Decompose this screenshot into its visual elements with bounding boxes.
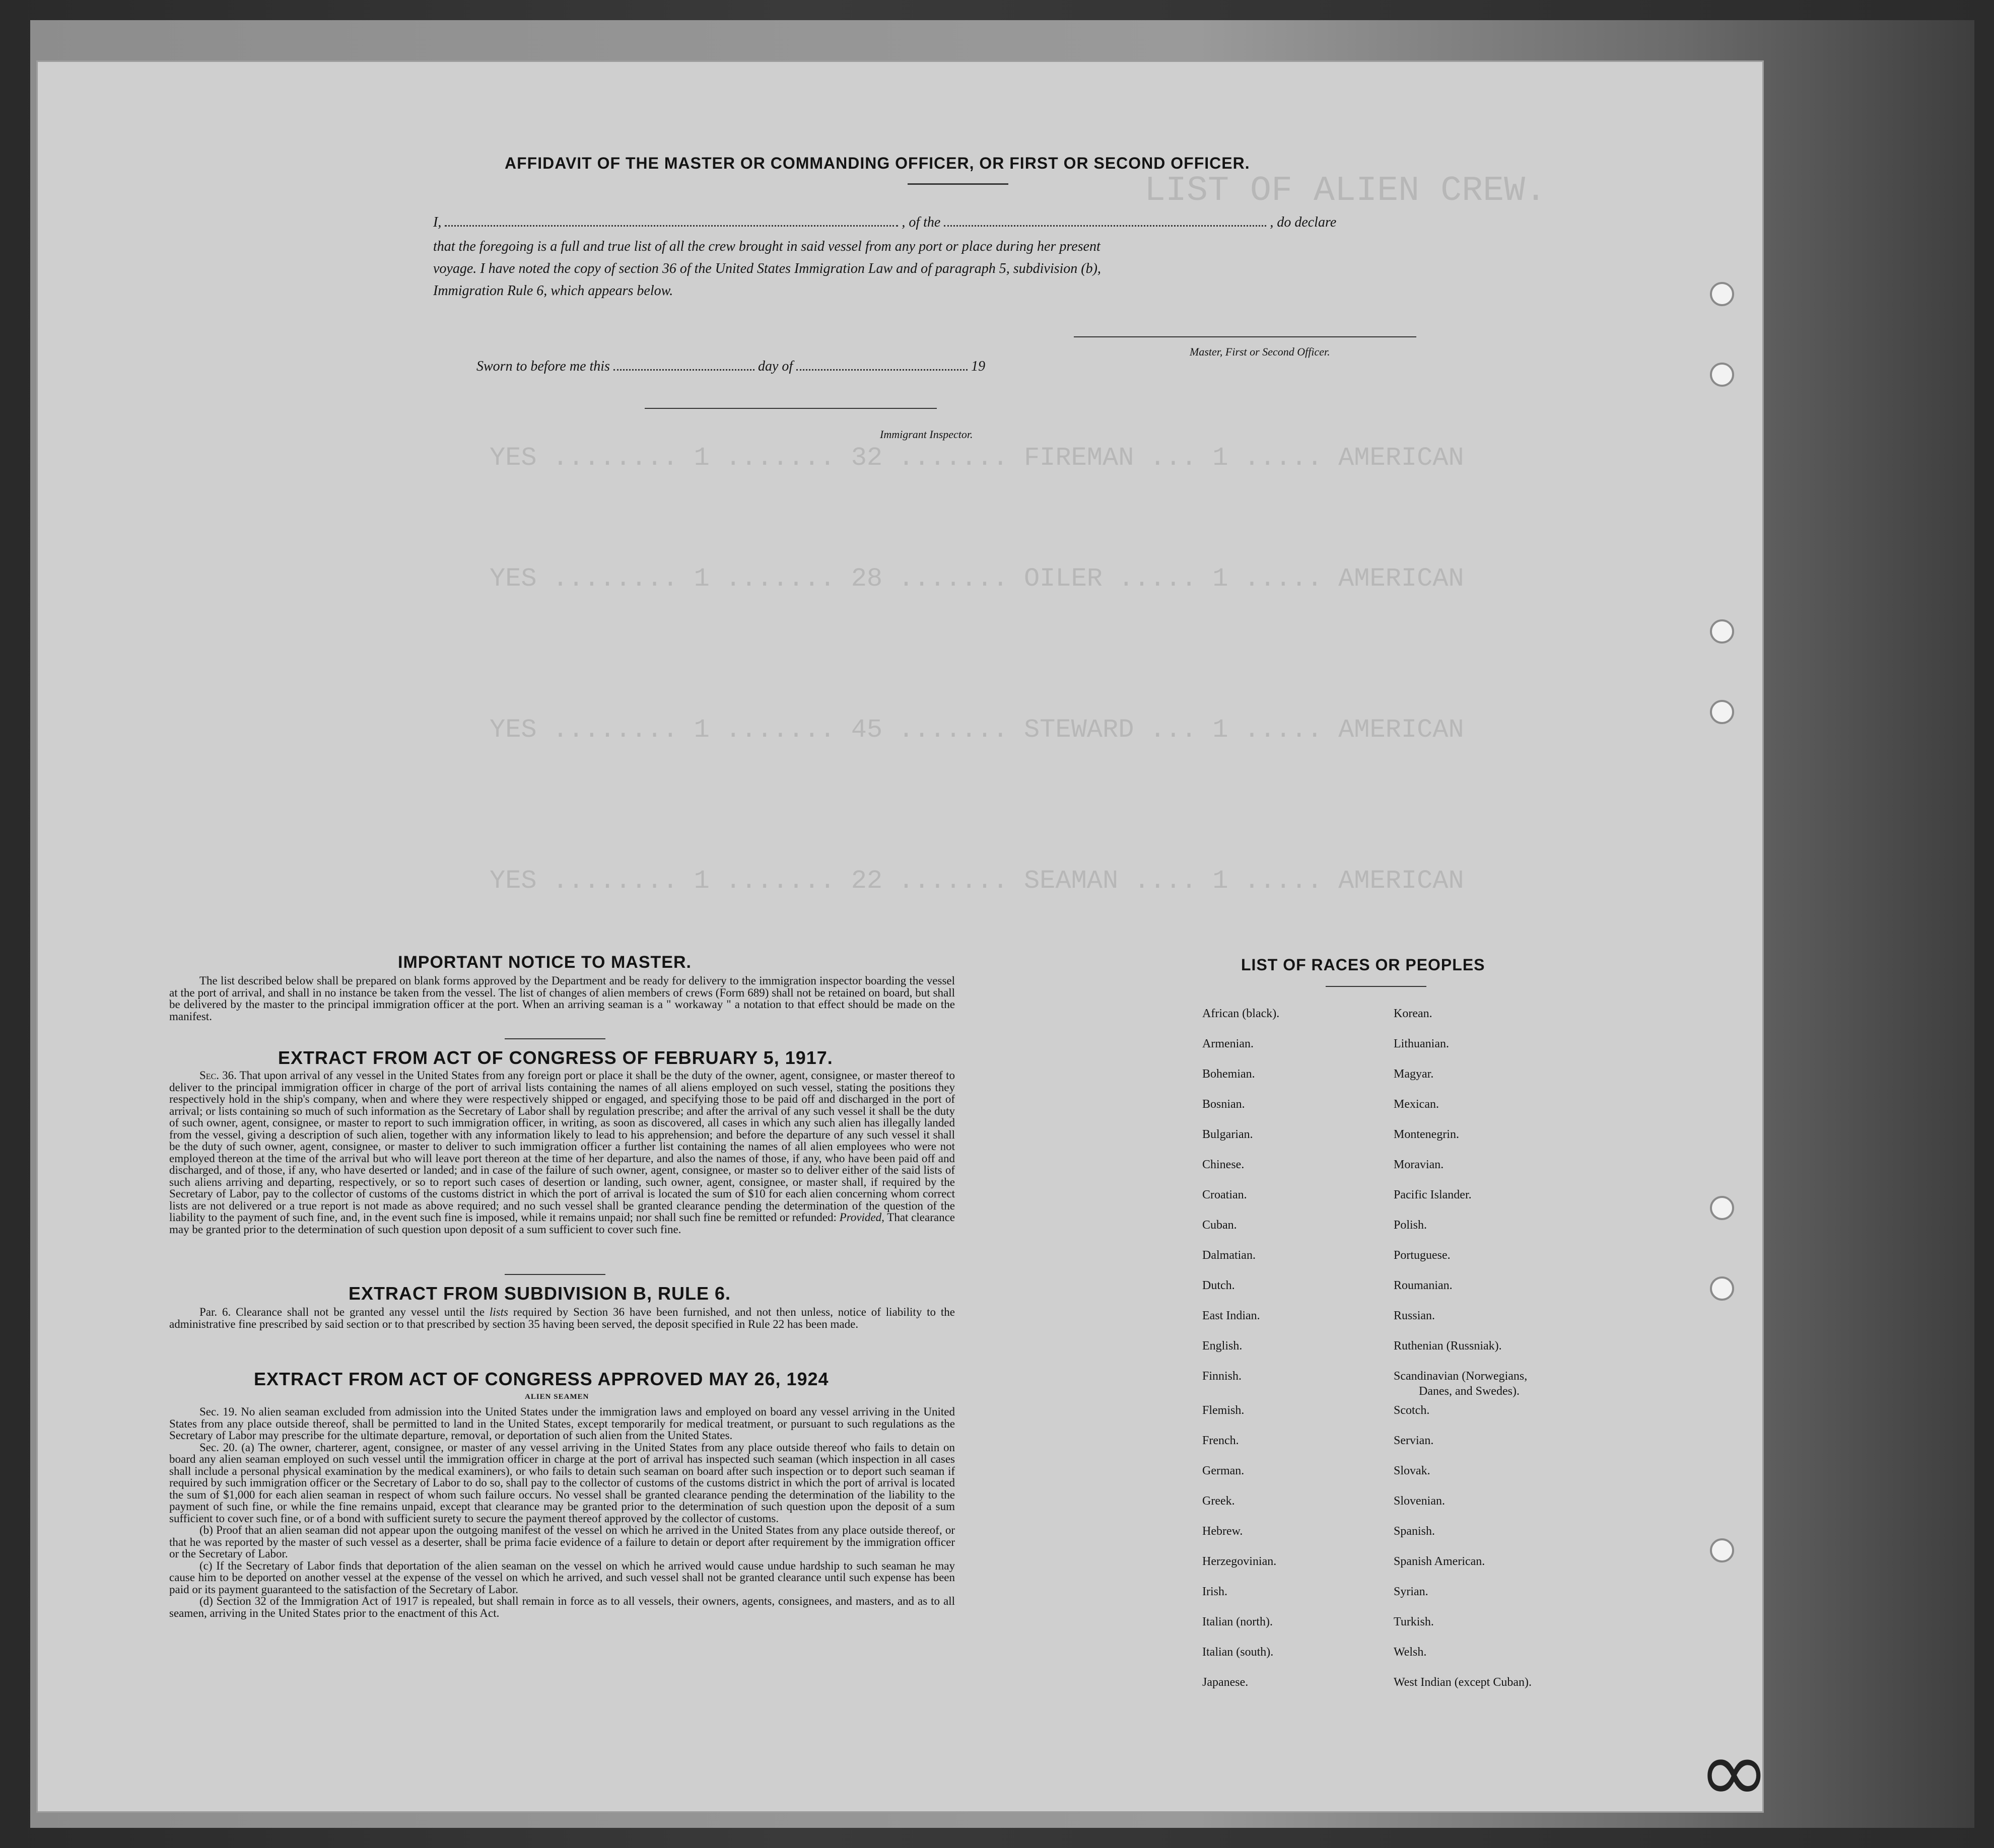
document-page: [36, 60, 1770, 1822]
punch-hole: [1710, 1276, 1734, 1301]
race-item: Scandinavian (Norwegians,: [1394, 1370, 1528, 1383]
race-item: Hebrew.: [1202, 1525, 1243, 1538]
race-item: Irish.: [1202, 1585, 1227, 1598]
race-item: Syrian.: [1394, 1585, 1428, 1598]
extract-1924-title: EXTRACT FROM ACT OF CONGRESS APPROVED MAY 26, 1924: [254, 1369, 829, 1389]
race-item: Bohemian.: [1202, 1068, 1255, 1081]
race-item: Greek.: [1202, 1495, 1235, 1508]
race-item: Flemish.: [1202, 1404, 1245, 1417]
bleed-through-text: YES ........ 1 ....... 32 ....... FIREMAN ... 1 ..... AMERICAN: [490, 443, 1464, 473]
bleed-through-text: YES ........ 1 ....... 45 ....... STEWARD ... 1 ..... AMERICAN: [490, 715, 1464, 745]
extract-rule6-title: EXTRACT FROM SUBDIVISION B, RULE 6.: [349, 1283, 731, 1304]
bleed-through-text: LIST OF ALIEN CREW.: [1144, 171, 1547, 211]
race-item: Montenegrin.: [1394, 1128, 1459, 1141]
section-rule: [505, 1274, 605, 1275]
races-title-rule: [1326, 986, 1426, 987]
race-item: Roumanian.: [1394, 1279, 1453, 1292]
race-item: East Indian.: [1202, 1309, 1260, 1322]
vessel-blank[interactable]: [944, 225, 1266, 227]
race-item: Dalmatian.: [1202, 1249, 1256, 1262]
race-item: Ruthenian (Russniak).: [1394, 1339, 1502, 1353]
do-declare-label: , do declare: [1270, 215, 1337, 230]
title-rule: [908, 183, 1008, 185]
race-item: Portuguese.: [1394, 1249, 1451, 1262]
extract-1917-title: EXTRACT FROM ACT OF CONGRESS OF FEBRUARY 5, 1917.: [278, 1047, 833, 1068]
punch-hole: [1710, 700, 1734, 724]
sec-20d-text: (d) Section 32 of the Immigration Act of 1917 is repealed, but shall remain in force as to all vessels, their owners, agents, consignees, and masters, and as to all seamen, arriving in the United States prior to the enactment of this Act.: [169, 1595, 955, 1619]
inspector-caption: Immigrant Inspector.: [880, 428, 973, 441]
sworn-label: Sworn to before me this: [476, 359, 610, 374]
alien-seamen-subtitle: ALIEN SEAMEN: [525, 1393, 589, 1401]
name-blank[interactable]: [445, 225, 898, 227]
notice-title: IMPORTANT NOTICE TO MASTER.: [398, 953, 692, 972]
provided-label: Provided,: [839, 1211, 884, 1224]
affidavit-body-line-2: voyage. I have noted the copy of section 36 of the United States Immigration Law and of paragraph 5, subdivision (b),: [433, 261, 1101, 276]
sec-20c-text: (c) If the Secretary of Labor finds that deportation of the alien seaman on the vessel on which he arrived would cause undue hardship to such seaman he may cause him to be deported on another vessel at the expense of the vessel on which he arrived, and such vessel shall not be granted clearance until such expense has been paid or its payment guaranteed to the satisfaction of the Secretary of Labor.: [169, 1559, 955, 1596]
sworn-day-blank[interactable]: [613, 369, 754, 371]
race-item: Servian.: [1394, 1434, 1434, 1447]
race-item: Chinese.: [1202, 1158, 1245, 1171]
section-rule: [505, 1038, 605, 1039]
race-item: Croatian.: [1202, 1188, 1247, 1201]
race-item: Bulgarian.: [1202, 1128, 1253, 1141]
race-item: Moravian.: [1394, 1158, 1444, 1171]
day-of-label: day of: [758, 359, 793, 374]
sec-20b-text: (b) Proof that an alien seaman did not appear upon the outgoing manifest of the vessel on which he arrived in the United States from any place outside thereof, or that he was reported by the master of such vessel as a deserter, shall be prima facie evidence of a failure to detain or deport after requirement by the immigration officer or the Secretary of Labor.: [169, 1524, 955, 1560]
race-item: Armenian.: [1202, 1037, 1254, 1050]
officer-caption: Master, First or Second Officer.: [1190, 345, 1330, 358]
race-item: French.: [1202, 1434, 1239, 1447]
sworn-month-blank[interactable]: [796, 369, 968, 371]
race-item: Turkish.: [1394, 1615, 1434, 1628]
race-item: Spanish American.: [1394, 1555, 1485, 1568]
punch-hole: [1710, 619, 1734, 644]
race-item: Danes, and Swedes).: [1419, 1385, 1520, 1398]
bleed-through-text: YES ........ 1 ....... 22 ....... SEAMAN .... 1 ..... AMERICAN: [490, 866, 1464, 896]
race-item: Russian.: [1394, 1309, 1435, 1322]
race-item: West Indian (except Cuban).: [1394, 1676, 1532, 1689]
notice-text: The list described below shall be prepared on blank forms approved by the Department and be ready for delivery to the immigration inspector boarding the vessel at the port of arrival, and shall in no instance be taken from the vessel. The list of changes of alien members of crews (Form 689) shall not be retained on board, but shall be delivered by the master to the principal immigration officer at the port. When an arriving seaman is a " workaway " a notation to that effect should be made on the manifest.: [169, 974, 955, 1023]
punch-hole: [1710, 282, 1734, 306]
race-item: Slovak.: [1394, 1464, 1430, 1477]
race-item: Mexican.: [1394, 1098, 1439, 1111]
race-item: German.: [1202, 1464, 1245, 1477]
rule6-text-b: required by Section 36 have been furnished, and not then unless, notice of liability to the administrative fine prescribed by said section or to that prescribed by section 35 having been served, the deposit specified in Rule 22 has been made.: [169, 1306, 955, 1330]
race-item: Polish.: [1394, 1219, 1427, 1232]
race-item: Dutch.: [1202, 1279, 1235, 1292]
inspector-signature-line[interactable]: [645, 408, 937, 409]
affidavit-body-line-1: that the foregoing is a full and true list of all the crew brought in said vessel from any port or place during her present: [433, 239, 1101, 254]
i-label: I,: [433, 215, 442, 230]
race-item: Spanish.: [1394, 1525, 1435, 1538]
affidavit-title: AFFIDAVIT OF THE MASTER OR COMMANDING OFFICER, OR FIRST OR SECOND OFFICER.: [505, 154, 1250, 172]
race-item: Welsh.: [1394, 1646, 1427, 1659]
sworn-line: [476, 359, 985, 375]
sec-19-text: Sec. 19. No alien seaman excluded from admission into the United States under the immigration laws and employed on board any vessel arriving in the United States from any place outside thereof, shall be permitted to land in the United States, except temporarily for medical treatment, or pursuant to such regulations as the Secretary of Labor may prescribe for the ultimate departure, removal, or deportation of such alien from the United States.: [169, 1405, 955, 1442]
race-item: Japanese.: [1202, 1676, 1249, 1689]
rule6-italic-lists: lists: [489, 1306, 508, 1318]
race-item: Herzegovinian.: [1202, 1555, 1277, 1568]
race-item: Magyar.: [1394, 1068, 1434, 1081]
race-item: Cuban.: [1202, 1219, 1237, 1232]
sec-36-text: That upon arrival of any vessel in the United States from any foreign port or place it shall be the duty of the owner, agent, consignee, or master thereof to deliver to the principal immigration officer in charge of the port of arrival lists containing the names of all aliens employed on such vessel, stating the positions they respectively hold in the ship's company, when and where they were respectively shipped or engaged, and specifying those to be paid off and discharged in the port of arrival; or lists containing so much of such information as the Secretary of Labor shall by regulation prescribe; and after the arrival of any such vessel it shall be the duty of such owner, agent, consignee, or master to report to such immigration officer, in writing, as soon as discovered, all cases in which any such alien has illegally landed from the vessel, giving a description of such alien, together with any information likely to lead to his apprehension; and before the departure of any such vessel it shall be the duty of such owner, agent, consignee, or master to deliver to such immigration officer a further list containing the names of all alien employees who were not employed thereon at the time of the arrival but who will leave port thereon at the time of her departure, and also the names of those, if any, who have been paid off and discharged, and of those, if any, who have deserted or landed; and in case of the failure of such owner, agent, consignee, or master so to deliver either of the said lists of such aliens arriving and departing, respectively, or so to report such cases of desertion or landing, such owner, agent, consignee, or master shall, if required by the Secretary of Labor, pay to the collector of customs of the customs district in which the port of arrival is located the sum of $10 for each alien concerning whom correct lists are not delivered or a true report is not made as above required; and no such vessel shall be granted clearance pending the determination of the question of the liability to the payment of such fine, and, in the event such fine is imposed, while it remains unpaid; nor shall such fine be remitted or refunded:: [169, 1069, 955, 1224]
race-item: Lithuanian.: [1394, 1037, 1449, 1050]
punch-hole: [1710, 1196, 1734, 1220]
race-item: Italian (north).: [1202, 1615, 1273, 1628]
races-title: LIST OF RACES OR PEOPLES: [1241, 956, 1485, 974]
of-the-label: , of the: [902, 215, 941, 230]
affidavit-body-line-3: Immigration Rule 6, which appears below.: [433, 283, 673, 299]
extract-rule6-text: [169, 1306, 955, 1330]
race-item: English.: [1202, 1339, 1243, 1353]
race-item: Korean.: [1394, 1007, 1432, 1020]
proviso-text: That clearance may be granted prior to the determination of such question upon deposit of a sum sufficient to cover such fine.: [169, 1211, 955, 1236]
race-item: African (black).: [1202, 1007, 1280, 1020]
punch-hole: [1710, 1538, 1734, 1562]
extract-1917-text: [169, 1070, 955, 1235]
race-item: Finnish.: [1202, 1370, 1242, 1383]
sec-20a-text: Sec. 20. (a) The owner, charterer, agent, consignee, or master of any vessel arriving in the United States from any place outside thereof who fails to detain on board any alien seaman employed on such vessel until the immigration officer in charge at the port of arrival has inspected such seaman (which inspection in all cases shall include a personal physical examination by the medical examiners), or who fails to detain such seaman on board after such inspection or to deport such seaman if required by such immigration officer or the Secretary of Labor to do so, shall pay to the collector of customs of the customs district in which the port of arrival is located the sum of $1,000 for each alien seaman in respect of whom such failure occurs. No vessel shall be granted clearance pending the determination of the liability to the payment of such fine, or while the fine remains unpaid, except that clearance may be granted prior to the determination of such question upon the deposit of a sum sufficient to cover such fine, or of a bond with sufficient surety to secure the payment thereof approved by the collector of customs.: [169, 1441, 955, 1525]
race-item: Scotch.: [1394, 1404, 1430, 1417]
rule6-text-a: Par. 6. Clearance shall not be granted any vessel until the: [199, 1306, 485, 1318]
year-prefix: 19: [971, 359, 986, 374]
bleed-through-text: YES ........ 1 ....... 28 ....... OILER ..... 1 ..... AMERICAN: [490, 564, 1464, 594]
affidavit-declaration-line: [433, 215, 1336, 231]
officer-signature-line[interactable]: [1074, 336, 1416, 337]
handwritten-mark: ∞: [1698, 1722, 1770, 1822]
race-item: Slovenian.: [1394, 1495, 1445, 1508]
race-item: Bosnian.: [1202, 1098, 1245, 1111]
extract-1924-text: [169, 1406, 955, 1619]
sec-36-label: Sec. 36.: [199, 1069, 237, 1082]
race-item: Italian (south).: [1202, 1646, 1274, 1659]
punch-hole: [1710, 363, 1734, 387]
race-item: Pacific Islander.: [1394, 1188, 1472, 1201]
